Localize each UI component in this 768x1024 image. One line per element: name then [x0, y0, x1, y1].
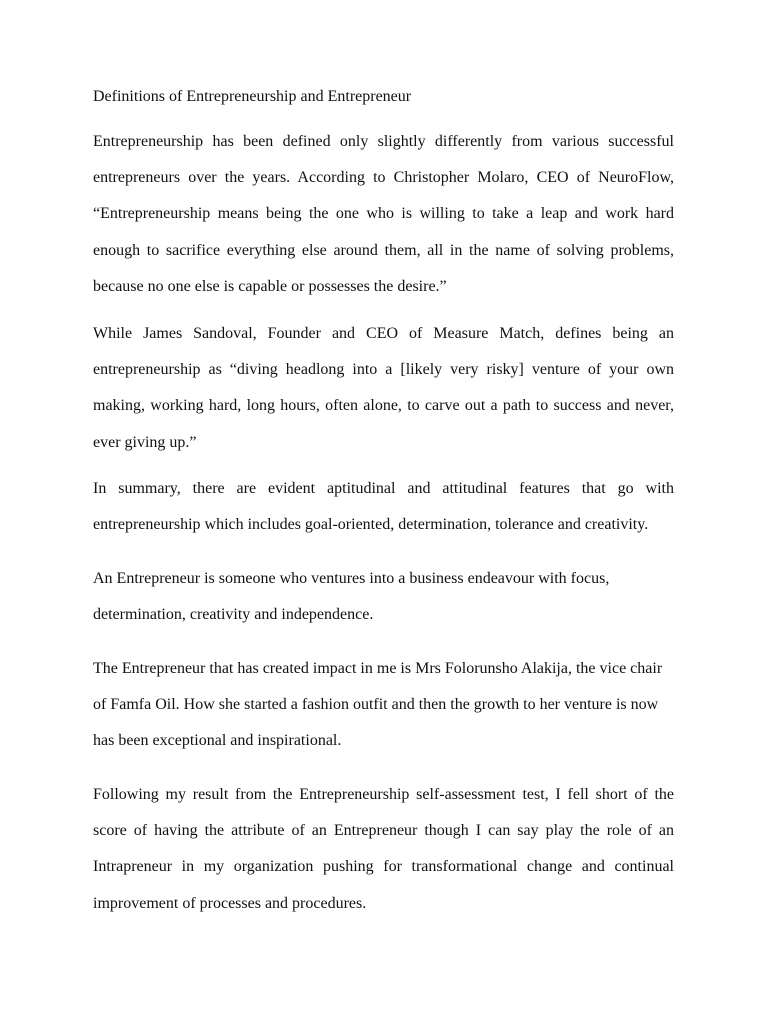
paragraph-entrepreneur-impact: The Entrepreneur that has created impact in me is Mrs Folorunsho Alakija, the vice chair of Famfa Oil. How she started a fashion outfit and then the growth to her venture is now has been exceptional and inspirational.	[93, 660, 663, 750]
document-heading: Definitions of Entrepreneurship and Entrepreneur	[93, 88, 412, 105]
paragraph-definition-molaro: Entrepreneurship has been defined only slightly differently from various successful entrepreneurs over the years. According to Christopher Molaro, CEO of NeuroFlow, “Entrepreneurship means being the one who is willing to take a leap and work hard enough to sacrifice everything else around them, all in the name of solving problems, because no one else is capable or possesses the desire.”	[93, 133, 674, 295]
paragraph-self-assessment: Following my result from the Entrepreneurship self-assessment test, I fell short of the score of having the attribute of an Entrepreneur though I can say play the role of an Intrapreneur in my organization pushing for transformational change and continual improvement of processes and procedures.	[93, 786, 674, 912]
paragraph-entrepreneur-definition: An Entrepreneur is someone who ventures into a business endeavour with focus, determination, creativity and independence.	[93, 570, 610, 624]
paragraph-summary: In summary, there are evident aptitudinal and attitudinal features that go with entrepreneurship which includes goal-oriented, determination, tolerance and creativity.	[93, 480, 674, 534]
paragraph-definition-sandoval: While James Sandoval, Founder and CEO of Measure Match, defines being an entrepreneurship as “diving headlong into a [likely very risky] venture of your own making, working hard, long hours, often alone, to carve out a path to success and never, ever giving up.”	[93, 325, 674, 451]
